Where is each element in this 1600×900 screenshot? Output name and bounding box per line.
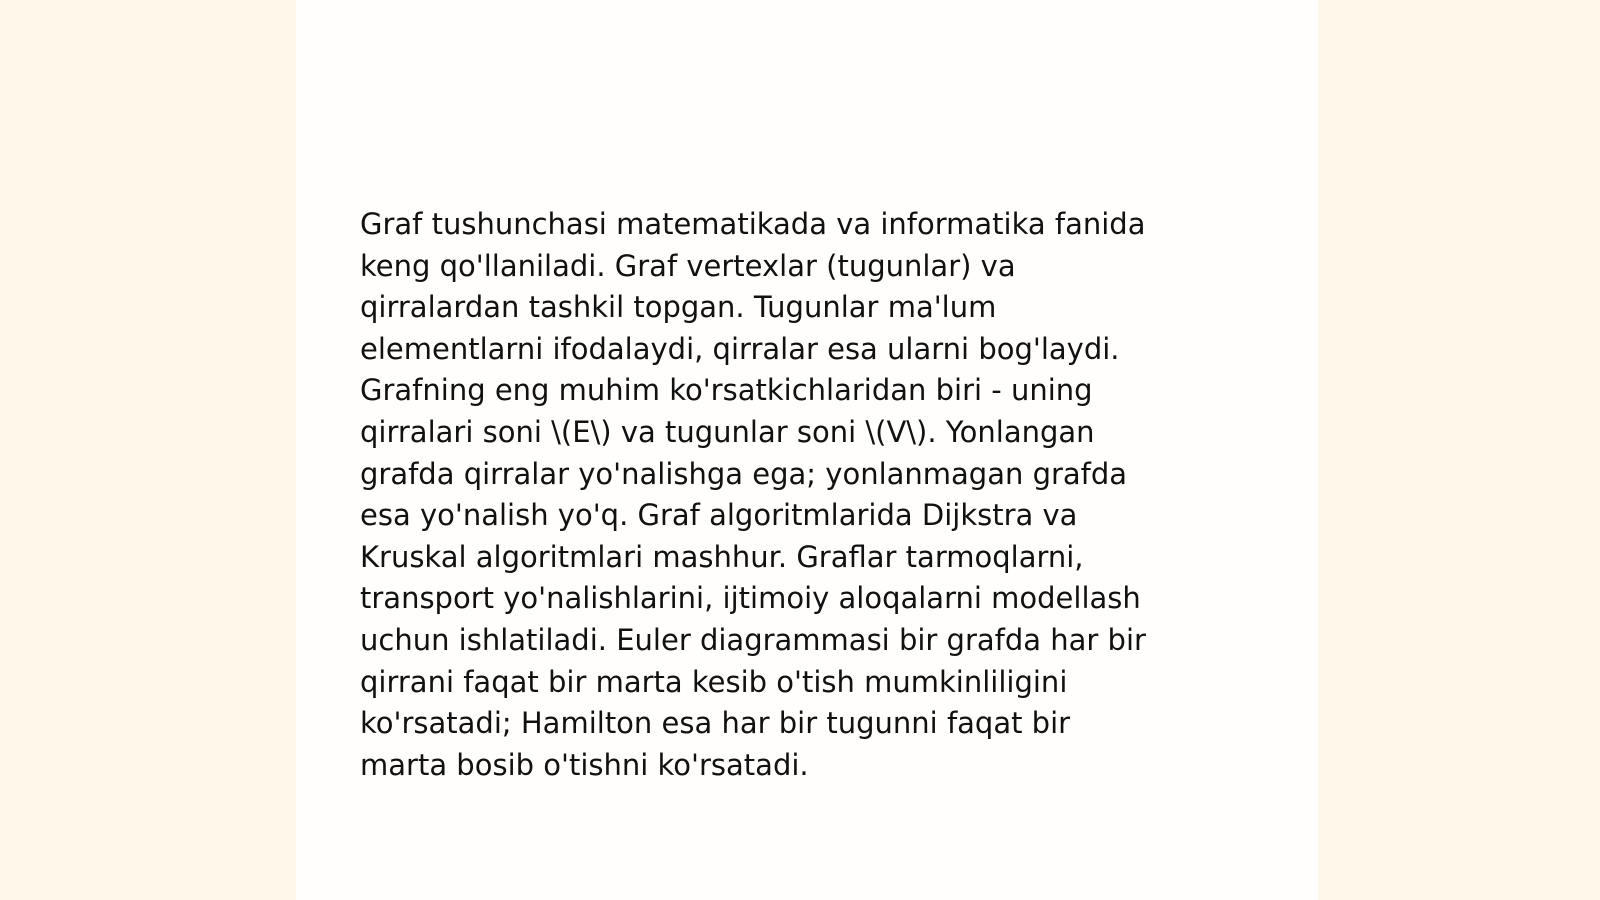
text-line: transport yo'nalishlarini, ijtimoiy aloqalarni modellash xyxy=(360,581,1141,616)
text-line: grafda qirralar yo'nalishga ega; yonlanmagan grafda xyxy=(360,456,1128,491)
left-margin xyxy=(0,0,296,900)
text-line: qirrani faqat bir marta kesib o'tish mumkinliligini xyxy=(360,664,1068,699)
text-line: ko'rsatadi; Hamilton esa har bir tugunni faqat bir xyxy=(360,706,1071,741)
text-line: uchun ishlatiladi. Euler diagrammasi bir grafda har bir xyxy=(360,622,1146,657)
text-line: qirralardan tashkil topgan. Tugunlar ma'lum xyxy=(360,290,997,325)
text-line: esa yo'nalish yo'q. Graf algoritmlarida Dijkstra va xyxy=(360,498,1078,533)
document-page xyxy=(296,0,1318,900)
text-line: qirralari soni \(E\) va tugunlar soni \(V\). Yonlangan xyxy=(360,414,1095,449)
text-line: elementlarni ifodalaydi, qirralar esa ularni bog'laydi. xyxy=(360,331,1120,366)
text-line: keng qo'llaniladi. Graf vertexlar (tugunlar) va xyxy=(360,248,1016,283)
text-line: Graf tushunchasi matematikada va informatika fanida xyxy=(360,207,1146,241)
body-paragraph xyxy=(360,204,1260,786)
text-line: Grafning eng muhim ko'rsatkichlaridan biri - uning xyxy=(360,373,1093,408)
text-line: Kruskal algoritmlari mashhur. Graflar tarmoqlarni, xyxy=(360,539,1084,574)
right-margin xyxy=(1318,0,1600,900)
text-line: marta bosib o'tishni ko'rsatadi. xyxy=(360,747,809,782)
